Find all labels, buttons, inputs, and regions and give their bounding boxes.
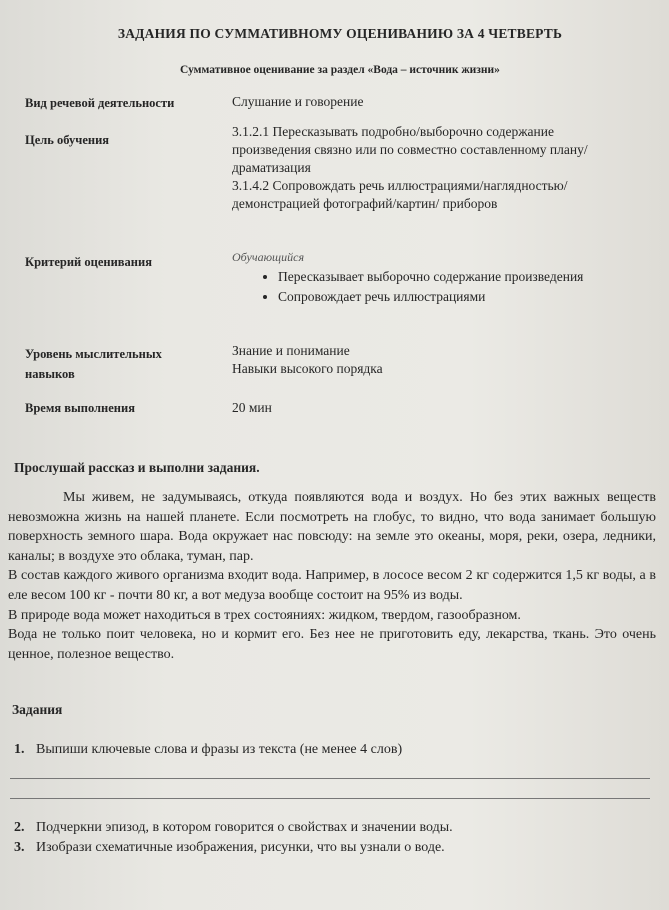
task-item [14, 818, 453, 838]
activity-label: Вид речевой деятельности [25, 96, 175, 110]
story-paragraph: Вода не только поит человека, но и кормит его. Без нее не приготовить еду, лекарства, ткань. Это очень ценное, полезное вещество. [8, 627, 656, 662]
criterion-heading: Обучающийся [232, 250, 305, 264]
level-value-line: Знание и понимание [232, 343, 350, 358]
task-text: Подчеркни эпизод, в котором говорится о свойствах и значении воды. [36, 820, 453, 835]
answer-line [10, 798, 650, 799]
task-number: 3. [14, 840, 25, 855]
activity-value: Слушание и говорение [232, 94, 364, 109]
criterion-item: • Пересказывает выборочно содержание произведения [278, 268, 632, 286]
goal-item-1: 3.1.2.1 Пересказывать подробно/выборочно содержание произведения связно или по совместно составленному плану/драматизация [232, 124, 588, 175]
goal-value [232, 123, 632, 213]
page-title: ЗАДАНИЯ ПО СУММАТИВНОМУ ОЦЕНИВАНИЮ ЗА 4 ЧЕТВЕРТЬ [117, 26, 563, 41]
time-value: 20 мин [232, 400, 272, 415]
story-text [8, 488, 656, 664]
task-item [14, 740, 402, 760]
page-subtitle: Суммативное оценивание за раздел «Вода – источник жизни» [180, 64, 500, 76]
criterion-item: • Сопровождает речь иллюстрациями [278, 288, 632, 306]
story-paragraph: Мы живем, не задумываясь, откуда появляются вода и воздух. Но без этих важных веществ невозможна жизнь на нашей планете. Если посмотреть на глобус, то видно, что вода занимает большую поверхность земного шара. Вода окружает нас повсюду: на земле это океаны, моря, реки, озера, ледники, каналы; в воздухе это облака, туман, пар. [8, 490, 656, 564]
task-item [14, 838, 445, 858]
answer-line [10, 778, 650, 779]
criterion-value [232, 248, 632, 308]
level-label [25, 344, 220, 384]
goal-item-2: 3.1.4.2 Сопровождать речь иллюстрациями/наглядностью/демонстрацией фотографий/картин/ приборов [232, 178, 568, 211]
story-paragraph: В состав каждого живого организма входит вода. Например, в лососе весом 2 кг содержится 1,5 кг воды, а в еле весом 100 кг - почти 80 кг, а вот медуза вообще состоит на 95% из воды. [8, 568, 656, 603]
level-value-line: Навыки высокого порядка [232, 361, 383, 376]
task-text: Изобрази схематичные изображения, рисунки, что вы узнали о воде. [36, 840, 445, 855]
listening-instruction: Прослушай рассказ и выполни задания. [14, 460, 260, 475]
task-number: 1. [14, 742, 25, 757]
goal-label: Цель обучения [25, 133, 110, 147]
level-label-line: навыков [25, 367, 75, 381]
level-label-line: Уровень мыслительных [25, 347, 162, 361]
criterion-label: Критерий оценивания [25, 255, 152, 269]
story-paragraph: В природе вода может находиться в трех состояниях: жидком, твердом, газообразном. [8, 607, 521, 623]
task-text: Выпиши ключевые слова и фразы из текста (не менее 4 слов) [36, 742, 403, 757]
task-number: 2. [14, 820, 25, 835]
time-label: Время выполнения [25, 401, 135, 415]
tasks-heading: Задания [12, 702, 63, 717]
level-value [232, 342, 632, 378]
criterion-list [232, 268, 632, 306]
